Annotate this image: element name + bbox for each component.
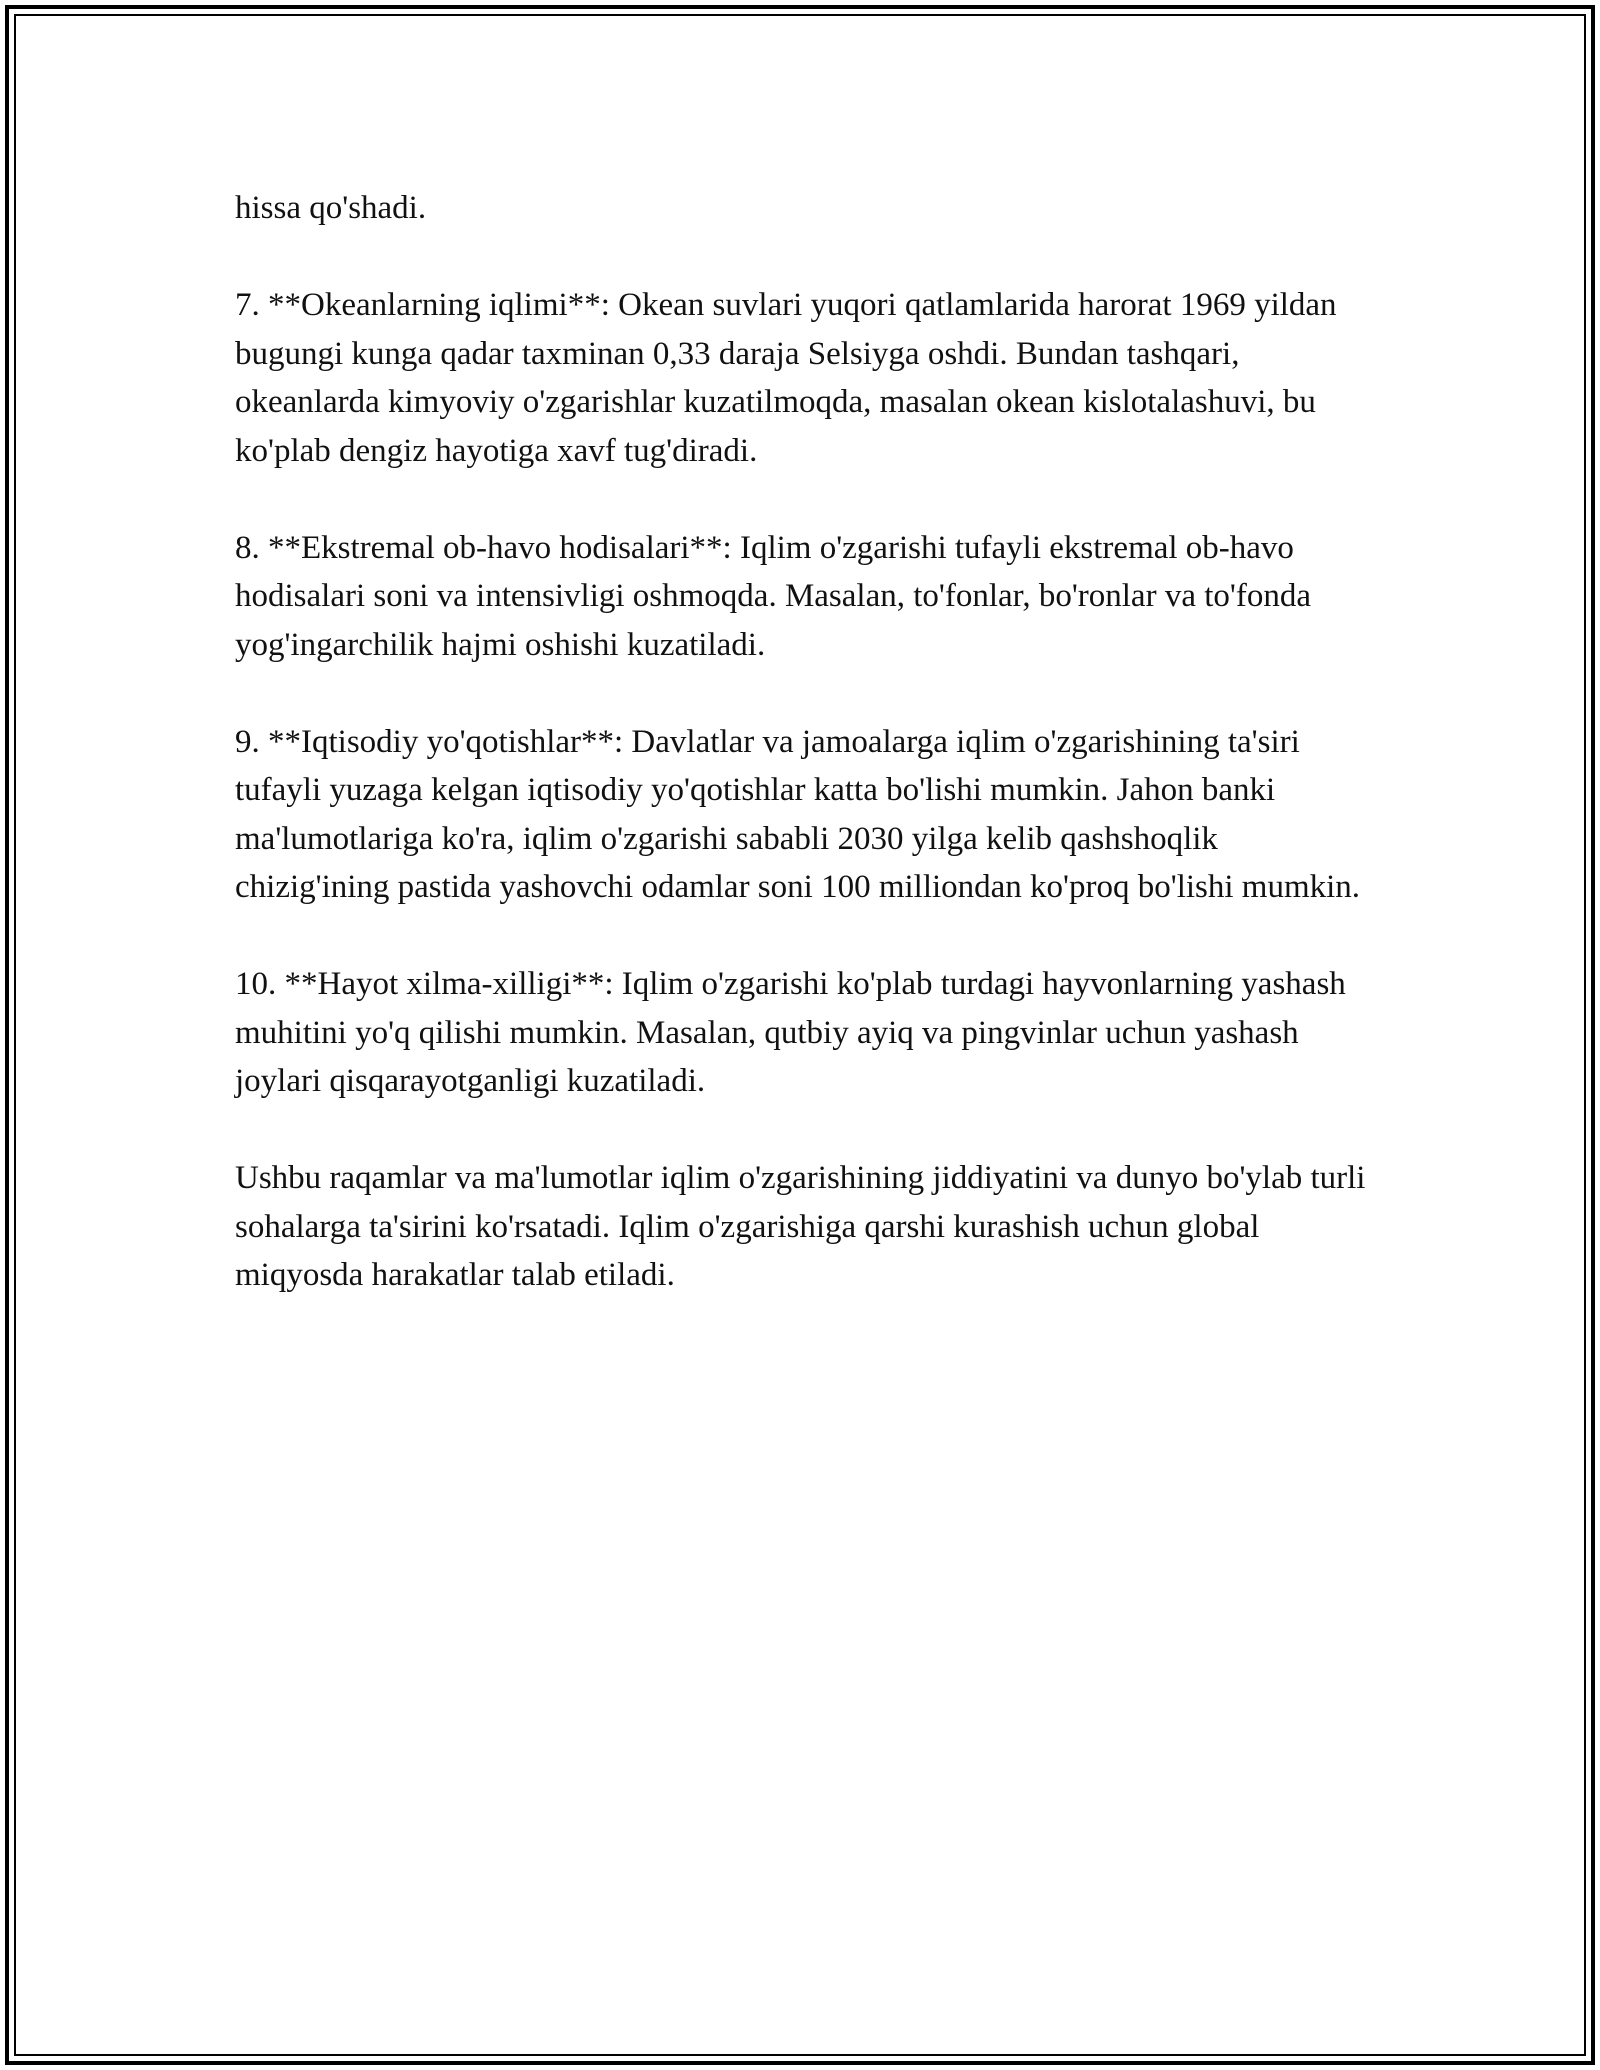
paragraph-ocean-climate: 7. **Okeanlarning iqlimi**: Okean suvlari yuqori qatlamlarida harorat 1969 yildan bugungi kunga qadar taxminan 0,33 daraja Selsiyga oshdi. Bundan tashqari, okeanlarda kimyoviy o'zgarishlar kuzatilmoqda, masalan okean kislotalashuvi, bu ko'plab dengiz hayotiga xavf tug'diradi. — [235, 287, 1337, 469]
paragraph-extreme-weather: 8. **Ekstremal ob-havo hodisalari**: Iqlim o'zgarishi tufayli ekstremal ob-havo hodisalari soni va intensivligi oshmoqda. Masalan, to'fonlar, bo'ronlar va to'fonda yog'ingarchilik hajmi oshishi kuzatiladi. — [235, 529, 1311, 663]
paragraph-conclusion: Ushbu raqamlar va ma'lumotlar iqlim o'zgarishining jiddiyatini va dunyo bo'ylab turli sohalarga ta'sirini ko'rsatadi. Iqlim o'zgarishiga qarshi kurashish uchun global miqyosda harakatlar talab etiladi. — [235, 1160, 1366, 1293]
paragraph-economic-losses: 9. **Iqtisodiy yo'qotishlar**: Davlatlar va jamoalarga iqlim o'zgarishining ta'siri tufayli yuzaga kelgan iqtisodiy yo'qotishlar katta bo'lishi mumkin. Jahon banki ma'lumotlariga ko'ra, iqlim o'zgarishi sababli 2030 yilga kelib qashshoqlik chizig'ining pastida yashovchi odamlar soni 100 milliondan ko'proq bo'lishi mumkin. — [235, 723, 1361, 905]
paragraph-biodiversity: 10. **Hayot xilma-xilligi**: Iqlim o'zgarishi ko'plab turdagi hayvonlarning yashash muhitini yo'q qilishi mumkin. Masalan, qutbiy ayiq va pingvinlar uchun yashash joylari qisqarayotganligi kuzatiladi. — [235, 966, 1346, 1099]
document-body — [235, 184, 1375, 1348]
paragraph-continuation: hissa qo'shadi. — [235, 190, 427, 226]
